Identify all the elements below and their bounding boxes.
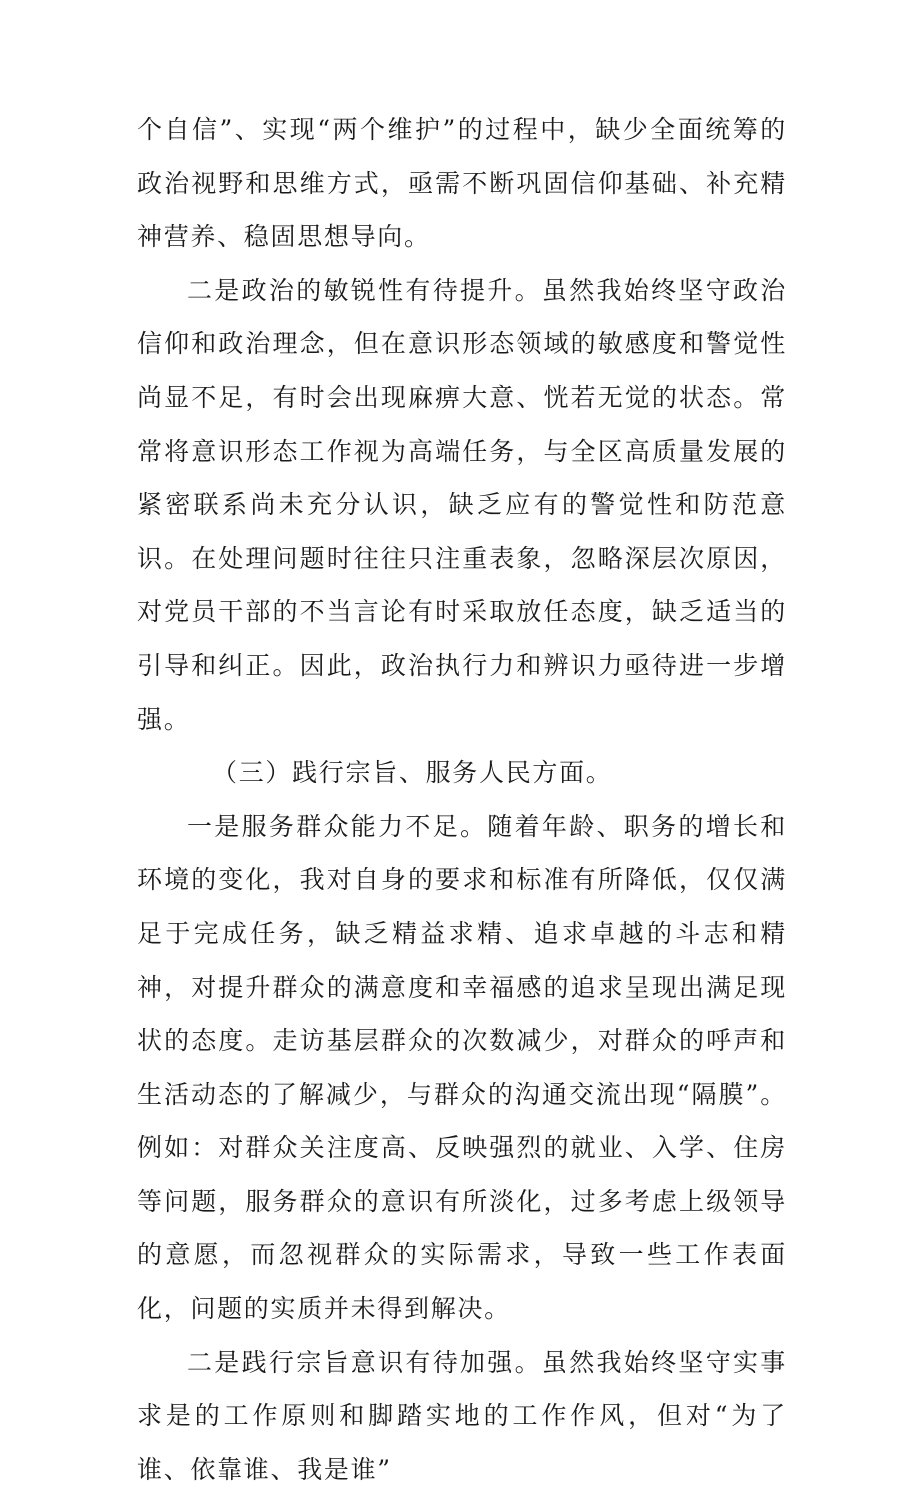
paragraph-political-sensitivity: 二是政治的敏锐性有待提升。虽然我始终坚守政治信仰和政治理念，但在意识形态领域的敏感度和警觉性尚显不足，有时会出现麻痹大意、恍若无觉的状态。常常将意识形态工作视为高端任务，与全区高质量发展的紧密联系尚未充分认识，缺乏应有的警觉性和防范意识。在处理问题时往往只注重表象，忽略深层次原因，对党员干部的不当言论有时采取放任态度，缺乏适当的引导和纠正。因此，政治执行力和辨识力亟待进一步增强。 (137, 275, 787, 734)
paragraph-service-ability: 一是服务群众能力不足。随着年龄、职务的增长和环境的变化，我对自身的要求和标准有所降低，仅仅满足于完成任务，缺乏精益求精、追求卓越的斗志和精神，对提升群众的满意度和幸福感的追求呈现出满足现状的态度。走访基层群众的次数减少，对群众的呼声和生活动态的了解减少，与群众的沟通交流出现“隔膜”。例如：对群众关注度高、反映强烈的就业、入学、住房等问题，服务群众的意识有所淡化，过多考虑上级领导的意愿，而忽视群众的实际需求，导致一些工作表面化，问题的实质并未得到解决。 (137, 811, 787, 1324)
document-body (137, 103, 787, 1496)
paragraph-purpose-awareness: 二是践行宗旨意识有待加强。虽然我始终坚守实事求是的工作原则和脚踏实地的工作作风，但对“为了谁、依靠谁、我是谁” (137, 1347, 787, 1484)
paragraph-continuation: 个自信”、实现“两个维护”的过程中，缺少全面统筹的政治视野和思维方式，亟需不断巩固信仰基础、补充精神营养、稳固思想导向。 (137, 115, 787, 252)
section-heading-serve-people: （三）践行宗旨、服务人民方面。 (212, 758, 613, 788)
